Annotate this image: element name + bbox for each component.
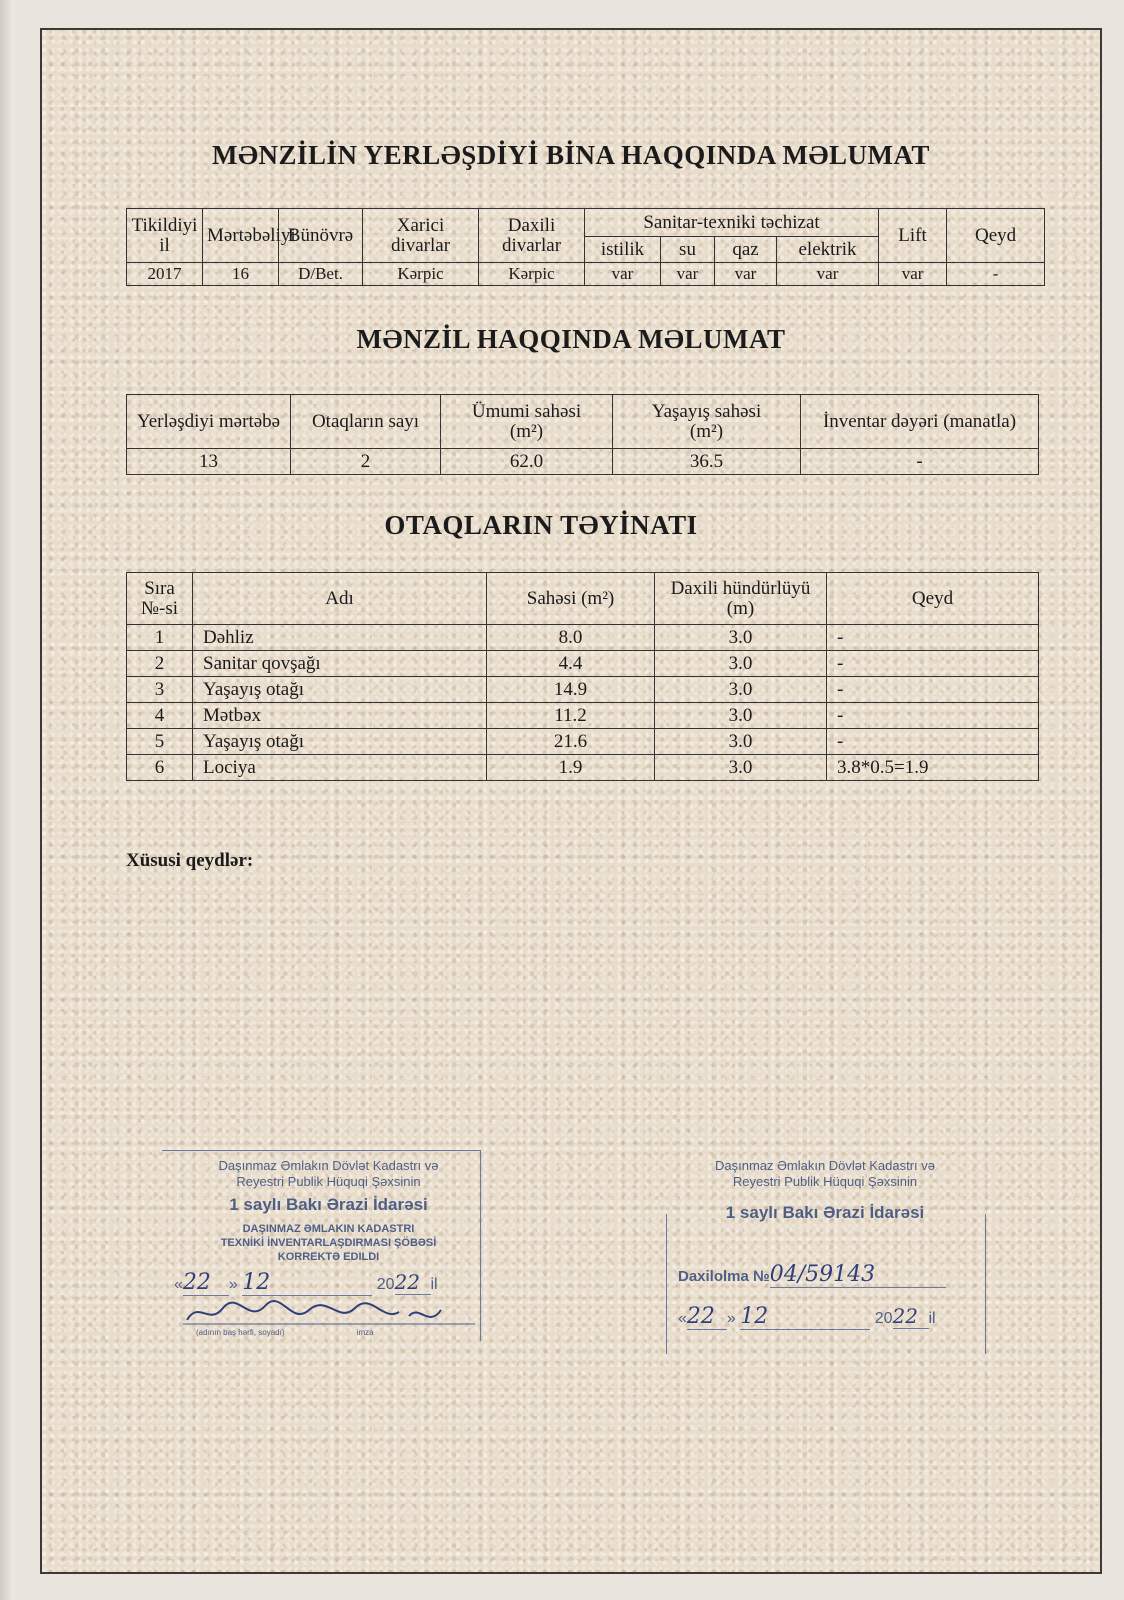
room-height: 3.0 (655, 677, 827, 703)
header-note: Qeyd (947, 209, 1045, 263)
stamp-right-day: 22 (687, 1304, 727, 1330)
stamp-left-signature (166, 1298, 491, 1328)
table-row (127, 729, 1039, 755)
value-outer-walls: Kərpic (363, 263, 479, 286)
stamp-left-day: 22 (183, 1270, 229, 1296)
rooms-title: OTAQLARIN TƏYİNATI (384, 510, 698, 540)
stamp-right-line2: Reyestri Publik Hüquqi Şəxsinin (732, 1174, 918, 1189)
rooms-table (126, 572, 1039, 781)
value-floor: 13 (127, 449, 291, 475)
stamp-right-year-prefix: 20 (874, 1310, 893, 1327)
stamp-right-year-hand: 22 (893, 1304, 929, 1329)
room-note: - (827, 651, 1039, 677)
stamp-right-line1: Daşınmaz Əmlakın Dövlət Kadastrı və (714, 1158, 936, 1173)
value-living-area: 36.5 (613, 449, 801, 475)
value-heating: var (585, 263, 661, 286)
header-heating: istilik (585, 237, 661, 263)
room-area: 8.0 (487, 625, 655, 651)
living-area-label: Yaşayış sahəsi (651, 400, 762, 422)
room-area: 1.9 (487, 755, 655, 781)
room-area: 11.2 (487, 703, 655, 729)
header-water: su (661, 237, 715, 263)
page-edge-shadow (0, 0, 14, 1600)
apartment-info-table (126, 394, 1039, 475)
room-no: 1 (127, 625, 193, 651)
table-row (127, 755, 1039, 781)
header-floors: Mərtəbəliyi (203, 209, 279, 263)
room-name: Yaşayış otağı (193, 729, 487, 755)
header-gas: qaz (715, 237, 777, 263)
header-total-area (441, 395, 613, 449)
header-floor: Yerləşdiyi mərtəbə (127, 395, 291, 449)
header-area: Sahəsi (m²) (487, 573, 655, 625)
value-note: - (947, 263, 1045, 286)
value-rooms: 2 (291, 449, 441, 475)
stamp-left-year-suffix: il (430, 1276, 438, 1293)
stamp-right-reg-label: Daxilolma № (678, 1268, 770, 1285)
value-foundation: D/Bet. (279, 263, 363, 286)
room-no: 2 (127, 651, 193, 677)
total-area-unit: (m²) (509, 420, 544, 442)
stamp-right-year-suffix: il (928, 1310, 936, 1327)
special-notes-label: Xüsusi qeydlər: (126, 850, 254, 871)
header-outer-walls: Xarici divarlar (363, 209, 479, 263)
room-height: 3.0 (655, 625, 827, 651)
table-row (127, 651, 1039, 677)
stamp-right-month: 12 (740, 1304, 870, 1330)
room-name: Dəhliz (193, 625, 487, 651)
living-area-unit: (m²) (689, 420, 724, 442)
header-foundation: Bünövrə (279, 209, 363, 263)
document-sheet (40, 28, 1102, 1574)
room-no: 6 (127, 755, 193, 781)
room-note: - (827, 703, 1039, 729)
stamp-left (166, 1158, 491, 1337)
stamp-right-line3: 1 saylı Bakı Ərazi İdarəsi (725, 1203, 925, 1222)
header-living-area (613, 395, 801, 449)
room-name: Sanitar qovşağı (193, 651, 487, 677)
header-lift: Lift (879, 209, 947, 263)
header-no: Sıra №-si (127, 573, 193, 625)
header-year: Tikildiyi il (127, 209, 203, 263)
room-height: 3.0 (655, 703, 827, 729)
stamp-left-year-hand: 22 (395, 1270, 431, 1295)
room-note: 3.8*0.5=1.9 (827, 755, 1039, 781)
table-row (127, 703, 1039, 729)
room-name: Mətbəx (193, 703, 487, 729)
value-floors: 16 (203, 263, 279, 286)
room-area: 21.6 (487, 729, 655, 755)
stamp-left-line1: Daşınmaz Əmlakın Dövlət Kadastrı və (218, 1158, 439, 1173)
stamp-left-line5: TEXNİKİ İNVENTARLAŞDIRMASI ŞÖBƏSİ (220, 1237, 437, 1249)
room-note: - (827, 677, 1039, 703)
stamp-left-line4: DAŞINMAZ ƏMLAKIN KADASTRI (242, 1223, 415, 1235)
stamp-left-date: «22 » 12 2022 il (174, 1270, 438, 1295)
header-room-note: Qeyd (827, 573, 1039, 625)
room-name: Yaşayış otağı (193, 677, 487, 703)
header-inner-walls: Daxili divarlar (479, 209, 585, 263)
table-row (127, 677, 1039, 703)
stamp-left-caption-name: (adının baş hərfi, soyadı) (196, 1328, 285, 1337)
header-height: Daxili hündürlüyü (m) (655, 573, 827, 625)
room-note: - (827, 625, 1039, 651)
apartment-info-title: MƏNZİL HAQQINDA MƏLUMAT (356, 324, 786, 354)
stamp-left-year-prefix: 20 (376, 1276, 395, 1293)
stamp-right (670, 1158, 980, 1330)
signature-scribble (179, 1298, 479, 1328)
stamp-right-reg-number: 04/59143 (770, 1262, 946, 1288)
value-electric: var (777, 263, 879, 286)
stamp-left-line3: 1 saylı Bakı Ərazi İdarəsi (229, 1195, 428, 1214)
room-no: 3 (127, 677, 193, 703)
room-no: 4 (127, 703, 193, 729)
value-total-area: 62.0 (441, 449, 613, 475)
building-info-title: MƏNZİLİN YERLƏŞDİYİ BİNA HAQQINDA MƏLUMAT (212, 140, 930, 170)
room-area: 14.9 (487, 677, 655, 703)
value-year: 2017 (127, 263, 203, 286)
stamp-left-line2: Reyestri Publik Hüquqi Şəxsinin (236, 1174, 421, 1189)
value-gas: var (715, 263, 777, 286)
value-water: var (661, 263, 715, 286)
room-note: - (827, 729, 1039, 755)
header-electric: elektrik (777, 237, 879, 263)
building-info-table (126, 208, 1045, 286)
header-sanitary: Sanitar-texniki təchizat (585, 209, 879, 237)
room-no: 5 (127, 729, 193, 755)
total-area-label: Ümumi sahəsi (471, 400, 582, 422)
stamp-left-month: 12 (242, 1270, 372, 1296)
header-inventory: İnventar dəyəri (manatla) (801, 395, 1039, 449)
stamp-right-frame (666, 1214, 986, 1354)
room-area: 4.4 (487, 651, 655, 677)
header-name: Adı (193, 573, 487, 625)
table-row (127, 625, 1039, 651)
stamp-right-date: «22 » 12 2022 il (678, 1304, 936, 1329)
stamp-left-caption-sign: imza (356, 1328, 374, 1337)
header-rooms: Otaqların sayı (291, 395, 441, 449)
room-name: Lociya (193, 755, 487, 781)
value-inventory: - (801, 449, 1039, 475)
room-height: 3.0 (655, 651, 827, 677)
value-lift: var (879, 263, 947, 286)
stamp-left-line6: KORREKTƏ EDILDI (277, 1251, 380, 1263)
room-height: 3.0 (655, 729, 827, 755)
room-height: 3.0 (655, 755, 827, 781)
value-inner-walls: Kərpic (479, 263, 585, 286)
